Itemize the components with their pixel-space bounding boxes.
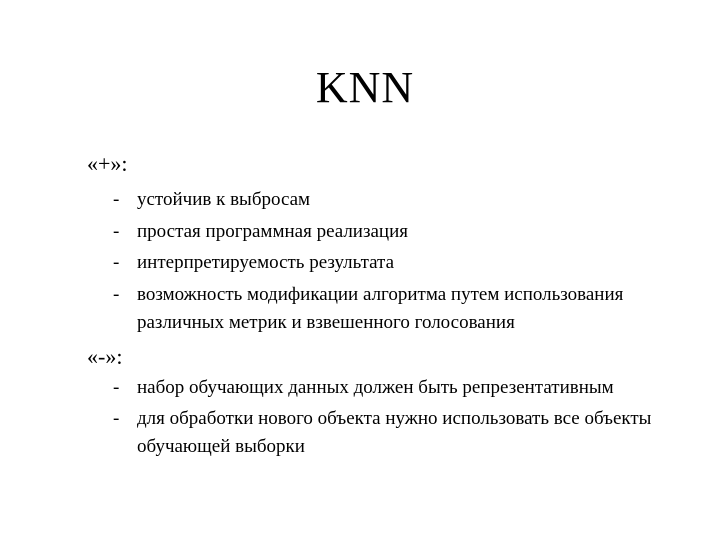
bullet-dash: - — [113, 377, 120, 398]
bullet-dash: - — [113, 221, 120, 242]
pros-item — [113, 218, 673, 246]
cons-item — [113, 374, 673, 402]
cons-heading: «-»: — [87, 344, 123, 369]
pros-heading: «+»: — [87, 151, 128, 176]
cons-item-text: набор обучающих данных должен быть репрезентативным — [137, 377, 614, 398]
bullet-dash: - — [113, 189, 120, 210]
pros-item — [113, 281, 673, 337]
pros-item-text: интерпретируемость результата — [137, 252, 395, 273]
pros-item-text: простая программная реализация — [137, 221, 408, 242]
bullet-dash: - — [113, 284, 120, 305]
pros-item — [113, 186, 673, 214]
pros-item-text: возможность модификации алгоритма путем использования различных метрик и взвешенного голосования — [137, 284, 624, 333]
pros-item-text: устойчив к выбросам — [137, 189, 311, 210]
cons-item — [113, 405, 673, 461]
slide-title: KNN — [315, 63, 415, 112]
cons-item-text: для обработки нового объекта нужно использовать все объекты обучающей выборки — [137, 408, 652, 457]
bullet-dash: - — [113, 252, 120, 273]
pros-item — [113, 249, 673, 277]
bullet-dash: - — [113, 408, 120, 429]
